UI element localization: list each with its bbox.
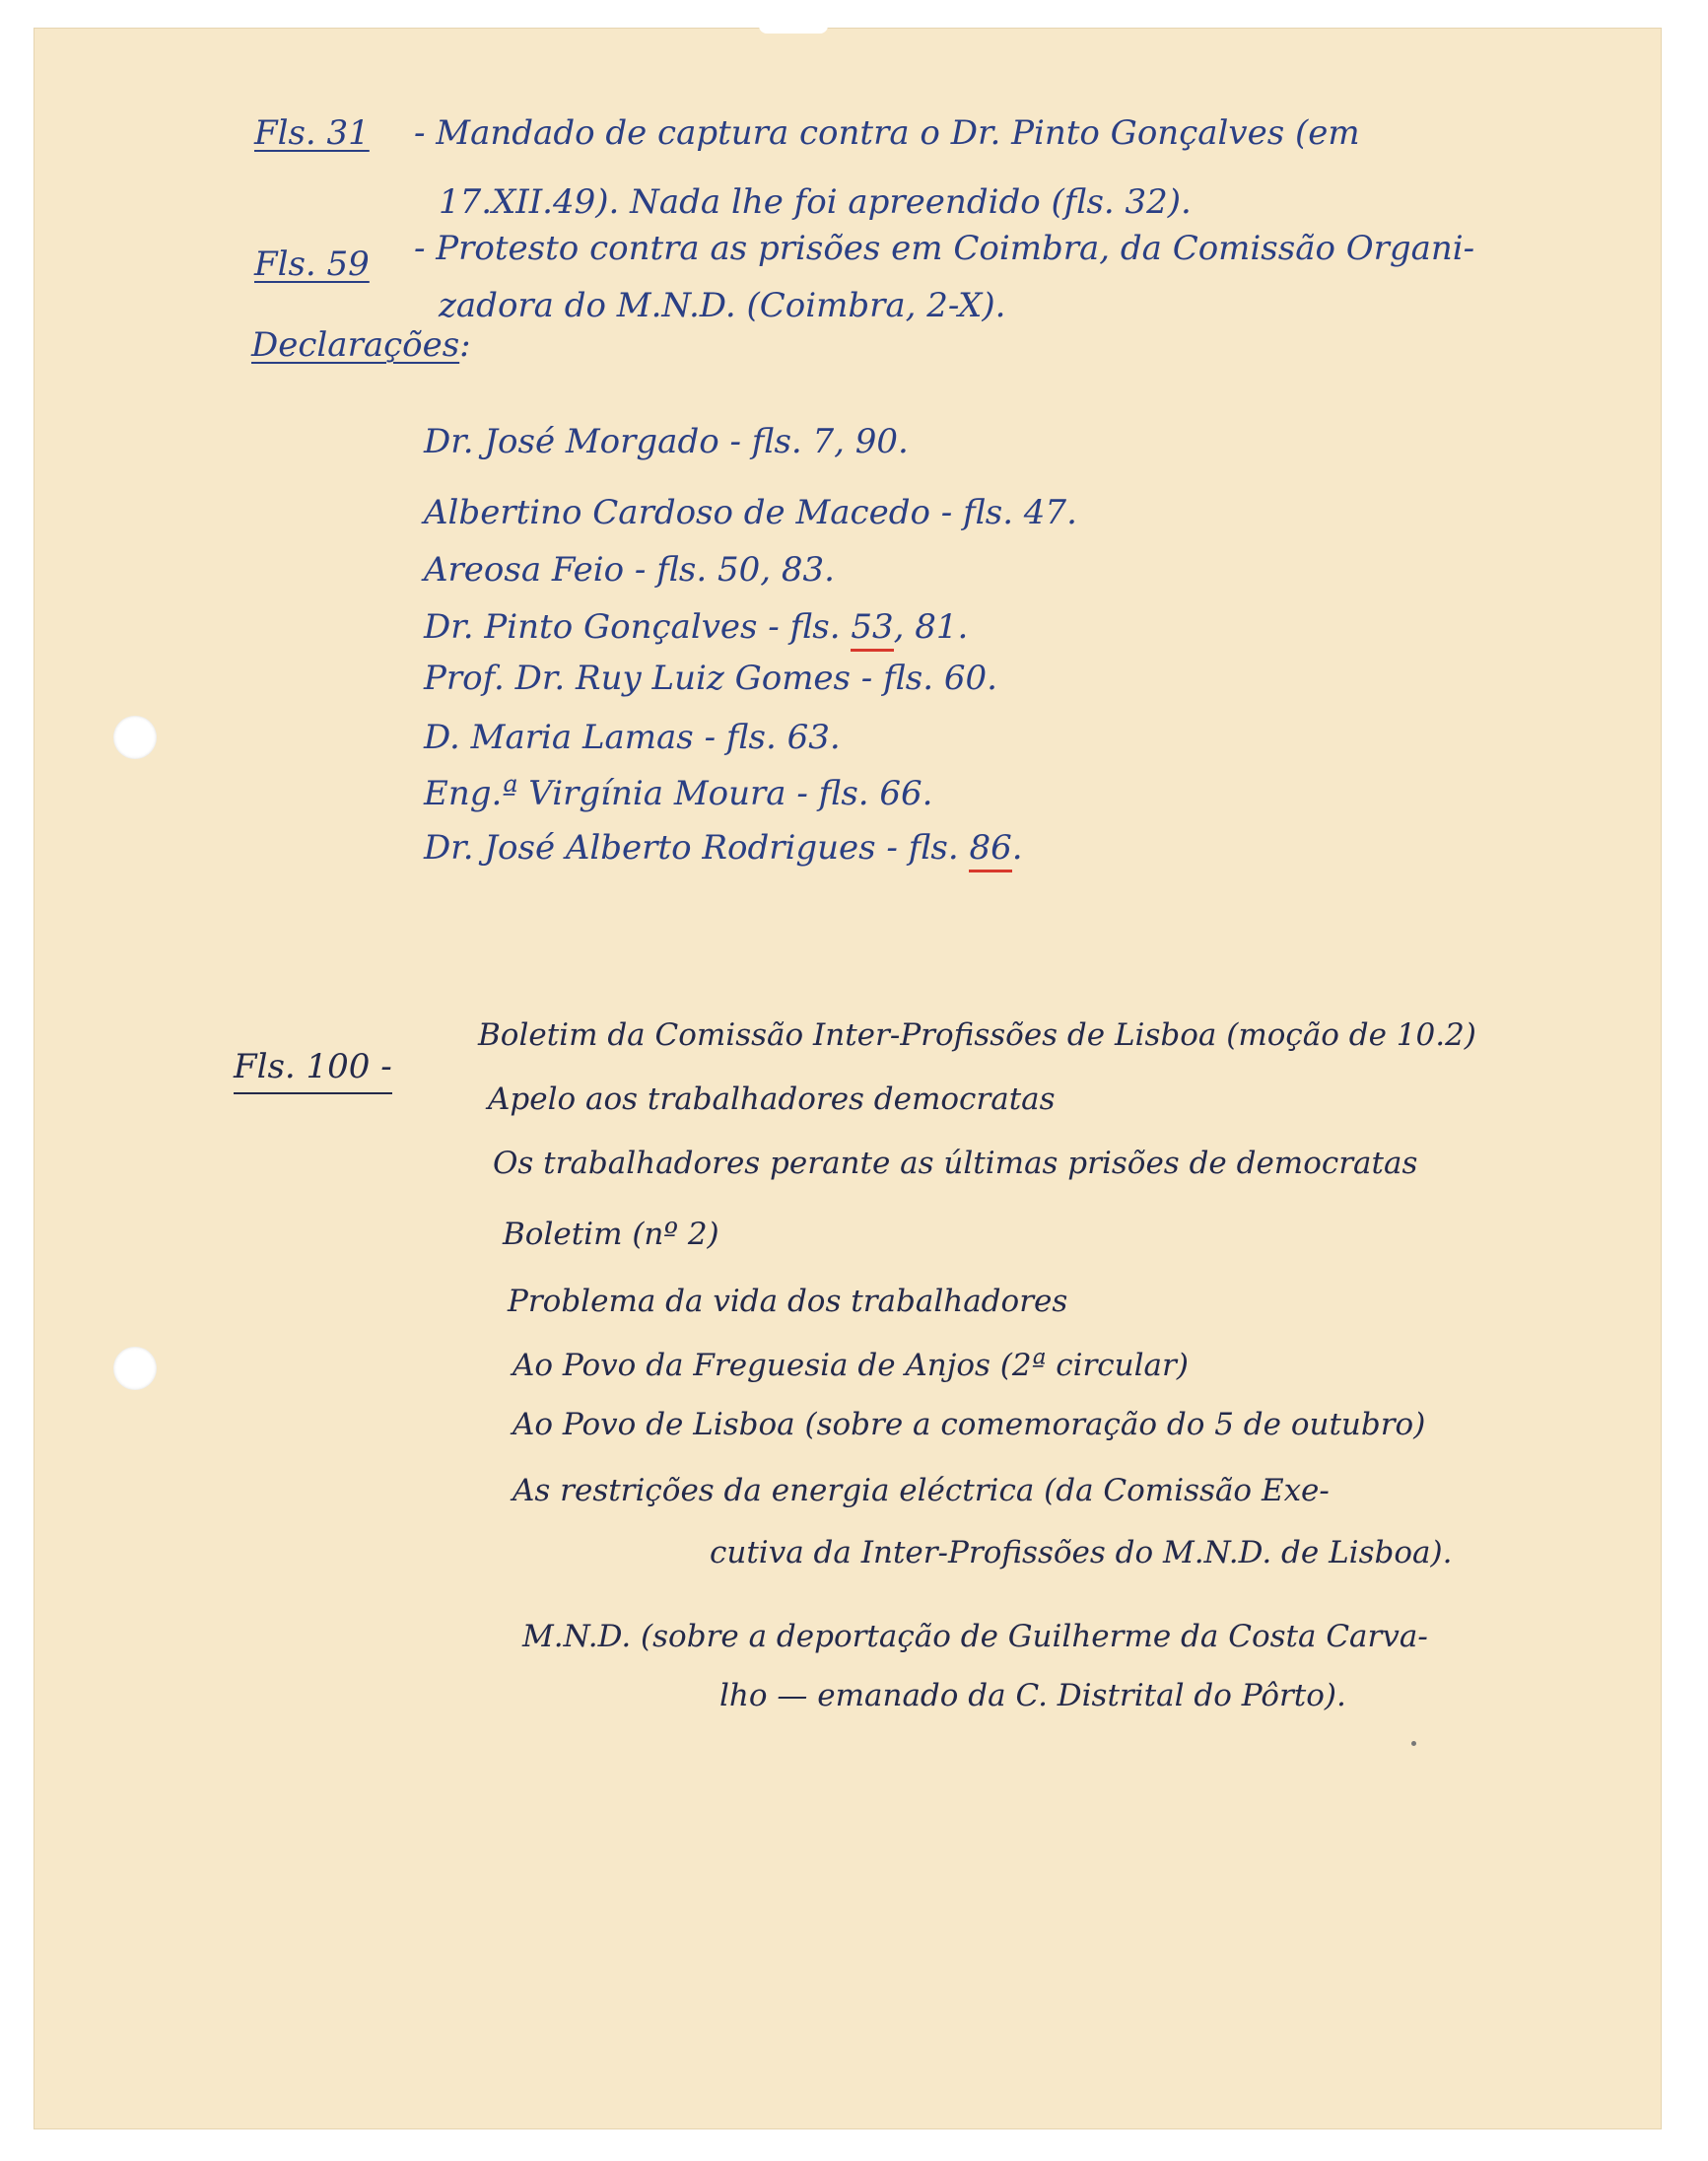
- declaration-pages: fls. 47.: [963, 493, 1077, 532]
- declarant-name: Dr. José Alberto Rodrigues -: [424, 828, 898, 868]
- declaration-pages-prefix: fls.: [908, 828, 970, 868]
- declaration-item: [424, 607, 968, 647]
- fls-100-item: M.N.D. (sobre a deportação de Guilherme da Costa Carva-: [522, 1619, 1428, 1654]
- fls-100-item: lho — emanado da C. Distrital do Pôrto).: [719, 1678, 1346, 1713]
- ref-fls-100: Fls. 100 -: [234, 1047, 392, 1094]
- fls-59-text-line2: zadora do M.N.D. (Coimbra, 2-X).: [439, 286, 1006, 325]
- declaration-item: [424, 774, 932, 813]
- red-underlined-page: 53: [851, 607, 893, 652]
- declarant-name: Prof. Dr. Ruy Luiz Gomes -: [424, 659, 873, 698]
- fls-100-item: Boletim da Comissão Inter-Profissões de Lisboa (moção de 10.2): [478, 1017, 1476, 1053]
- declarant-name: Dr. Pinto Gonçalves -: [424, 607, 780, 647]
- fls-100-item: Ao Povo da Freguesia de Anjos (2ª circular): [512, 1348, 1189, 1383]
- declaration-pages-prefix: fls.: [789, 607, 852, 647]
- declaration-pages: fls. 7, 90.: [751, 422, 909, 461]
- declarant-name: Areosa Feio -: [424, 550, 647, 590]
- declarant-name: Dr. José Morgado -: [424, 422, 741, 461]
- paper-notch: [759, 26, 828, 34]
- fls-100-item: As restrições da energia eléctrica (da Comissão Exe-: [512, 1473, 1330, 1508]
- declarant-name: Eng.ª Virgínia Moura -: [424, 774, 808, 813]
- declarant-name: D. Maria Lamas -: [424, 718, 717, 757]
- declaration-item: [424, 422, 909, 461]
- declaration-item: [424, 550, 835, 590]
- declaracoes-colon: :: [459, 325, 471, 365]
- declaration-item: [424, 718, 841, 757]
- declaration-pages: fls. 63.: [725, 718, 841, 757]
- declaration-pages: fls. 66.: [818, 774, 933, 813]
- fls-59-text-line1: - Protesto contra as prisões em Coimbra, da Comissão Organi-: [414, 229, 1475, 268]
- declaration-pages: fls. 60.: [883, 659, 997, 698]
- ref-fls-31: Fls. 31: [254, 113, 370, 153]
- declaracoes-heading: [251, 325, 471, 365]
- declaration-pages-suffix: , 81.: [893, 607, 969, 647]
- punch-hole-lower: [113, 1347, 157, 1390]
- fls-100-item: Problema da vida dos trabalhadores: [508, 1284, 1068, 1319]
- declaracoes-label: Declarações: [251, 325, 460, 365]
- declaration-item: [424, 659, 997, 698]
- fls-100-item: Ao Povo de Lisboa (sobre a comemoração do 5 de outubro): [512, 1407, 1426, 1442]
- declarant-name: Albertino Cardoso de Macedo -: [424, 493, 953, 532]
- fls-100-item: Boletim (nº 2): [503, 1217, 719, 1252]
- declaration-item: [424, 828, 1023, 868]
- fls-100-item: Apelo aos trabalhadores democratas: [488, 1081, 1056, 1117]
- fls-31-text-line2: 17.XII.49). Nada lhe foi apreendido (fls. 32).: [439, 182, 1192, 222]
- fls-31-text-line1: - Mandado de captura contra o Dr. Pinto Gonçalves (em: [414, 113, 1360, 153]
- punch-hole-upper: [113, 716, 157, 759]
- red-underlined-page: 86: [969, 828, 1011, 872]
- ink-dot: [1411, 1741, 1416, 1746]
- declaration-item: [424, 493, 1077, 532]
- fls-100-item: cutiva da Inter-Profissões do M.N.D. de Lisboa).: [710, 1535, 1453, 1570]
- declaration-pages-suffix: .: [1011, 828, 1023, 868]
- fls-100-item: Os trabalhadores perante as últimas prisões de democratas: [493, 1146, 1418, 1181]
- ref-fls-59: Fls. 59: [254, 244, 370, 284]
- declaration-pages: fls. 50, 83.: [656, 550, 835, 590]
